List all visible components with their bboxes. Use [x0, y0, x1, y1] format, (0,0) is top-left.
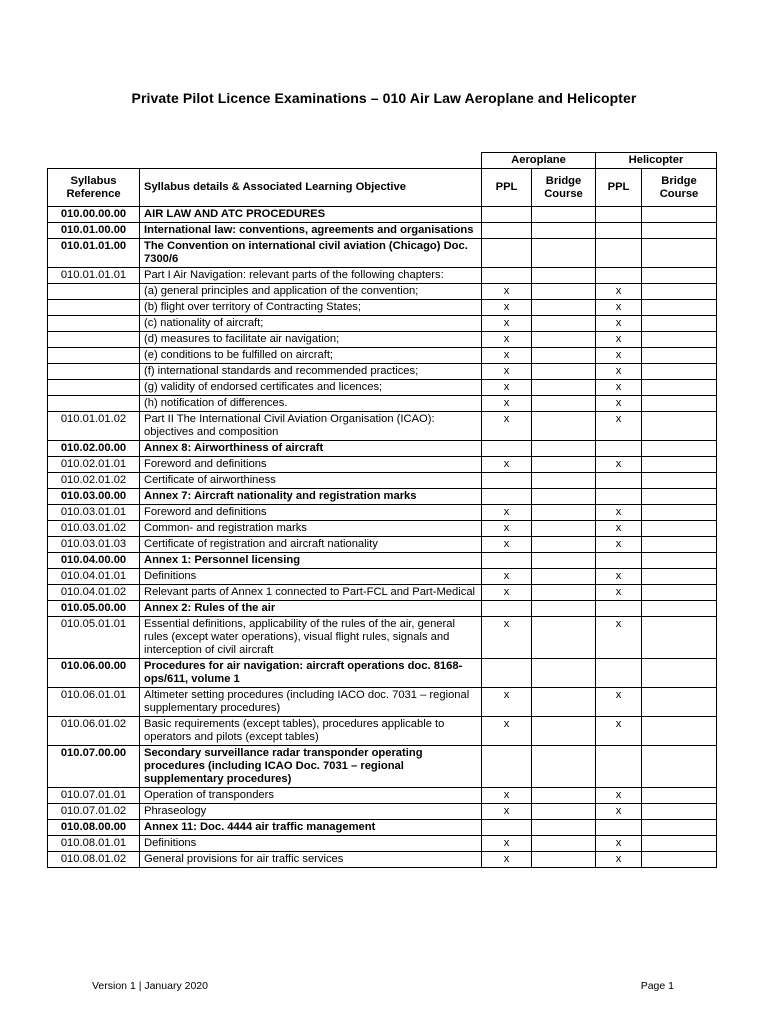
helicopter-ppl-cell [596, 659, 642, 688]
helicopter-header: Helicopter [596, 153, 717, 169]
helicopter-ppl-cell: x [596, 412, 642, 441]
syllabus-detail-cell: International law: conventions, agreements and organisations [140, 223, 482, 239]
table-row [48, 473, 717, 489]
table-row [48, 585, 717, 601]
aeroplane-bridge-cell [532, 380, 596, 396]
helicopter-ppl-cell: x [596, 396, 642, 412]
aeroplane-bridge-cell [532, 396, 596, 412]
table-row [48, 364, 717, 380]
helicopter-bridge-cell [642, 601, 717, 617]
table-row [48, 223, 717, 239]
helicopter-ppl-cell [596, 746, 642, 788]
helicopter-bridge-cell [642, 412, 717, 441]
aeroplane-ppl-cell: x [482, 332, 532, 348]
syllabus-reference-cell: 010.07.00.00 [48, 746, 140, 788]
helicopter-ppl-cell [596, 268, 642, 284]
aeroplane-bridge-cell [532, 804, 596, 820]
helicopter-bridge-cell [642, 223, 717, 239]
aeroplane-ppl-cell [482, 473, 532, 489]
aeroplane-ppl-cell: x [482, 348, 532, 364]
helicopter-bridge-cell [642, 239, 717, 268]
syllabus-reference-cell: 010.06.01.02 [48, 717, 140, 746]
aeroplane-ppl-cell: x [482, 717, 532, 746]
syllabus-rows [48, 207, 717, 868]
aeroplane-ppl-cell: x [482, 284, 532, 300]
helicopter-bridge-cell [642, 804, 717, 820]
table-row [48, 521, 717, 537]
table-row [48, 332, 717, 348]
aeroplane-bridge-cell [532, 521, 596, 537]
aeroplane-ppl-cell [482, 207, 532, 223]
aeroplane-bridge-cell [532, 852, 596, 868]
table-row [48, 412, 717, 441]
syllabus-reference-cell [48, 316, 140, 332]
syllabus-table [47, 152, 717, 868]
helicopter-bridge-cell [642, 396, 717, 412]
aeroplane-bridge-cell [532, 457, 596, 473]
helicopter-ppl-cell [596, 207, 642, 223]
helicopter-bridge-cell [642, 284, 717, 300]
syllabus-reference-cell: 010.05.00.00 [48, 601, 140, 617]
document-title: Private Pilot Licence Examinations – 010 Air Law Aeroplane and Helicopter [131, 90, 637, 106]
helicopter-ppl-cell: x [596, 585, 642, 601]
aeroplane-bridge-cell [532, 659, 596, 688]
helicopter-ppl-cell: x [596, 836, 642, 852]
syllabus-reference-cell: 010.00.00.00 [48, 207, 140, 223]
syllabus-reference-cell: 010.07.01.02 [48, 804, 140, 820]
helicopter-ppl-header: PPL [596, 169, 642, 207]
helicopter-bridge-cell [642, 553, 717, 569]
aeroplane-ppl-cell: x [482, 396, 532, 412]
syllabus-reference-header: Syllabus Reference [48, 169, 140, 207]
footer-page-number: Page 1 [640, 980, 674, 992]
aeroplane-bridge-course-header: Bridge Course [532, 169, 596, 207]
syllabus-detail-cell: Foreword and definitions [140, 457, 482, 473]
helicopter-ppl-cell: x [596, 537, 642, 553]
syllabus-detail-cell: AIR LAW AND ATC PROCEDURES [140, 207, 482, 223]
syllabus-detail-cell: Certificate of airworthiness [140, 473, 482, 489]
syllabus-reference-cell: 010.01.01.02 [48, 412, 140, 441]
helicopter-bridge-cell [642, 489, 717, 505]
syllabus-detail-cell: Secondary surveillance radar transponder operating procedures (including ICAO Doc. 7031 – regional supplementary procedures) [140, 746, 482, 788]
table-row [48, 239, 717, 268]
aeroplane-ppl-cell: x [482, 617, 532, 659]
aeroplane-ppl-header: PPL [482, 169, 532, 207]
helicopter-bridge-cell [642, 268, 717, 284]
helicopter-ppl-cell: x [596, 380, 642, 396]
aeroplane-ppl-cell: x [482, 380, 532, 396]
helicopter-bridge-cell [642, 537, 717, 553]
table-row [48, 820, 717, 836]
helicopter-bridge-cell [642, 300, 717, 316]
helicopter-ppl-cell: x [596, 804, 642, 820]
syllabus-reference-cell: 010.08.00.00 [48, 820, 140, 836]
helicopter-ppl-cell [596, 820, 642, 836]
helicopter-bridge-cell [642, 505, 717, 521]
helicopter-ppl-cell: x [596, 688, 642, 717]
syllabus-reference-cell: 010.03.01.02 [48, 521, 140, 537]
syllabus-detail-cell: (e) conditions to be fulfilled on aircraft; [140, 348, 482, 364]
syllabus-detail-cell: Common- and registration marks [140, 521, 482, 537]
table-row [48, 804, 717, 820]
helicopter-ppl-cell: x [596, 617, 642, 659]
syllabus-reference-cell: 010.08.01.02 [48, 852, 140, 868]
syllabus-detail-cell: Altimeter setting procedures (including IACO doc. 7031 – regional supplementary procedures) [140, 688, 482, 717]
column-header-row [48, 169, 717, 207]
syllabus-reference-cell: 010.03.01.03 [48, 537, 140, 553]
helicopter-bridge-cell [642, 688, 717, 717]
syllabus-reference-cell: 010.01.00.00 [48, 223, 140, 239]
helicopter-bridge-cell [642, 852, 717, 868]
table-row [48, 852, 717, 868]
table-row [48, 717, 717, 746]
table-row [48, 788, 717, 804]
aeroplane-bridge-cell [532, 364, 596, 380]
helicopter-bridge-cell [642, 585, 717, 601]
aeroplane-ppl-cell: x [482, 364, 532, 380]
table-row [48, 207, 717, 223]
syllabus-detail-cell: (g) validity of endorsed certificates and licences; [140, 380, 482, 396]
syllabus-reference-cell [48, 396, 140, 412]
helicopter-bridge-cell [642, 364, 717, 380]
syllabus-detail-cell: Part II The International Civil Aviation Organisation (ICAO): objectives and composition [140, 412, 482, 441]
syllabus-detail-cell: Phraseology [140, 804, 482, 820]
helicopter-ppl-cell: x [596, 717, 642, 746]
helicopter-bridge-cell [642, 820, 717, 836]
group-header-row [48, 153, 717, 169]
aeroplane-bridge-cell [532, 412, 596, 441]
helicopter-bridge-cell [642, 836, 717, 852]
aeroplane-ppl-cell [482, 553, 532, 569]
aeroplane-bridge-cell [532, 601, 596, 617]
syllabus-detail-cell: Basic requirements (except tables), procedures applicable to operators and pilots (except tables) [140, 717, 482, 746]
aeroplane-ppl-cell: x [482, 688, 532, 717]
aeroplane-bridge-cell [532, 268, 596, 284]
syllabus-detail-cell: (c) nationality of aircraft; [140, 316, 482, 332]
helicopter-ppl-cell: x [596, 364, 642, 380]
aeroplane-ppl-cell: x [482, 788, 532, 804]
syllabus-reference-cell: 010.02.00.00 [48, 441, 140, 457]
helicopter-ppl-cell: x [596, 300, 642, 316]
aeroplane-bridge-cell [532, 505, 596, 521]
helicopter-ppl-cell: x [596, 521, 642, 537]
helicopter-bridge-cell [642, 473, 717, 489]
aeroplane-bridge-cell [532, 688, 596, 717]
syllabus-detail-cell: Operation of transponders [140, 788, 482, 804]
syllabus-detail-cell: (h) notification of differences. [140, 396, 482, 412]
helicopter-bridge-cell [642, 332, 717, 348]
syllabus-detail-cell: Definitions [140, 836, 482, 852]
syllabus-reference-cell: 010.04.01.02 [48, 585, 140, 601]
helicopter-ppl-cell: x [596, 569, 642, 585]
table-row [48, 380, 717, 396]
syllabus-reference-cell: 010.02.01.01 [48, 457, 140, 473]
syllabus-reference-cell [48, 364, 140, 380]
syllabus-detail-cell: (b) flight over territory of Contracting States; [140, 300, 482, 316]
table-row [48, 836, 717, 852]
syllabus-detail-cell: Foreword and definitions [140, 505, 482, 521]
aeroplane-ppl-cell: x [482, 804, 532, 820]
aeroplane-ppl-cell: x [482, 316, 532, 332]
helicopter-bridge-cell [642, 521, 717, 537]
syllabus-detail-cell: Procedures for air navigation: aircraft operations doc. 8168-ops/611, volume 1 [140, 659, 482, 688]
syllabus-detail-cell: Certificate of registration and aircraft nationality [140, 537, 482, 553]
aeroplane-bridge-cell [532, 585, 596, 601]
aeroplane-bridge-cell [532, 316, 596, 332]
table-row [48, 300, 717, 316]
aeroplane-bridge-cell [532, 569, 596, 585]
aeroplane-ppl-cell: x [482, 412, 532, 441]
aeroplane-bridge-cell [532, 332, 596, 348]
syllabus-reference-cell: 010.08.01.01 [48, 836, 140, 852]
aeroplane-ppl-cell: x [482, 521, 532, 537]
helicopter-ppl-cell: x [596, 316, 642, 332]
syllabus-reference-cell [48, 332, 140, 348]
syllabus-detail-cell: Part I Air Navigation: relevant parts of the following chapters: [140, 268, 482, 284]
helicopter-bridge-cell [642, 617, 717, 659]
helicopter-bridge-cell [642, 717, 717, 746]
aeroplane-bridge-cell [532, 537, 596, 553]
syllabus-reference-cell: 010.02.01.02 [48, 473, 140, 489]
aeroplane-ppl-cell: x [482, 585, 532, 601]
helicopter-bridge-cell [642, 457, 717, 473]
syllabus-reference-cell: 010.04.00.00 [48, 553, 140, 569]
syllabus-reference-cell [48, 380, 140, 396]
helicopter-bridge-cell [642, 380, 717, 396]
syllabus-detail-cell: General provisions for air traffic services [140, 852, 482, 868]
syllabus-details-header: Syllabus details & Associated Learning Objective [140, 169, 482, 207]
table-row [48, 348, 717, 364]
syllabus-detail-cell: Annex 1: Personnel licensing [140, 553, 482, 569]
table-row [48, 537, 717, 553]
aeroplane-bridge-cell [532, 348, 596, 364]
aeroplane-ppl-cell [482, 746, 532, 788]
helicopter-ppl-cell [596, 601, 642, 617]
aeroplane-ppl-cell: x [482, 300, 532, 316]
aeroplane-bridge-cell [532, 300, 596, 316]
syllabus-detail-cell: Annex 2: Rules of the air [140, 601, 482, 617]
aeroplane-bridge-cell [532, 746, 596, 788]
helicopter-ppl-cell: x [596, 788, 642, 804]
table-row [48, 284, 717, 300]
aeroplane-bridge-cell [532, 717, 596, 746]
table-row [48, 489, 717, 505]
helicopter-bridge-cell [642, 348, 717, 364]
syllabus-detail-cell: (a) general principles and application of the convention; [140, 284, 482, 300]
syllabus-reference-cell: 010.05.01.01 [48, 617, 140, 659]
aeroplane-bridge-cell [532, 207, 596, 223]
table-row [48, 659, 717, 688]
aeroplane-bridge-cell [532, 820, 596, 836]
syllabus-reference-cell [48, 348, 140, 364]
aeroplane-ppl-cell: x [482, 836, 532, 852]
helicopter-ppl-cell: x [596, 852, 642, 868]
table-row [48, 396, 717, 412]
aeroplane-bridge-cell [532, 239, 596, 268]
helicopter-ppl-cell [596, 223, 642, 239]
aeroplane-ppl-cell [482, 820, 532, 836]
aeroplane-bridge-cell [532, 617, 596, 659]
syllabus-reference-cell [48, 300, 140, 316]
table-row [48, 601, 717, 617]
helicopter-bridge-cell [642, 746, 717, 788]
table-row [48, 569, 717, 585]
helicopter-bridge-cell [642, 207, 717, 223]
helicopter-ppl-cell: x [596, 284, 642, 300]
syllabus-reference-cell: 010.03.00.00 [48, 489, 140, 505]
syllabus-reference-cell: 010.04.01.01 [48, 569, 140, 585]
syllabus-detail-cell: Definitions [140, 569, 482, 585]
helicopter-bridge-course-header: Bridge Course [642, 169, 717, 207]
table-row [48, 746, 717, 788]
aeroplane-bridge-cell [532, 489, 596, 505]
syllabus-detail-cell: Essential definitions, applicability of the rules of the air, general rules (except water operations), visual flight rules, signals and interception of civil aircraft [140, 617, 482, 659]
table-row [48, 505, 717, 521]
syllabus-reference-cell: 010.03.01.01 [48, 505, 140, 521]
helicopter-ppl-cell [596, 489, 642, 505]
aeroplane-header: Aeroplane [482, 153, 596, 169]
syllabus-detail-cell: Annex 8: Airworthiness of aircraft [140, 441, 482, 457]
syllabus-reference-cell: 010.06.01.01 [48, 688, 140, 717]
aeroplane-ppl-cell [482, 239, 532, 268]
aeroplane-ppl-cell: x [482, 505, 532, 521]
helicopter-ppl-cell [596, 441, 642, 457]
aeroplane-ppl-cell [482, 223, 532, 239]
table-row [48, 457, 717, 473]
aeroplane-bridge-cell [532, 473, 596, 489]
table-row [48, 268, 717, 284]
aeroplane-ppl-cell: x [482, 852, 532, 868]
table-row [48, 553, 717, 569]
helicopter-ppl-cell: x [596, 505, 642, 521]
syllabus-reference-cell [48, 284, 140, 300]
helicopter-ppl-cell: x [596, 332, 642, 348]
aeroplane-ppl-cell [482, 441, 532, 457]
aeroplane-ppl-cell [482, 268, 532, 284]
table-row [48, 441, 717, 457]
syllabus-detail-cell: Annex 7: Aircraft nationality and registration marks [140, 489, 482, 505]
syllabus-detail-cell: (f) international standards and recommended practices; [140, 364, 482, 380]
helicopter-ppl-cell [596, 473, 642, 489]
aeroplane-bridge-cell [532, 441, 596, 457]
aeroplane-bridge-cell [532, 553, 596, 569]
helicopter-bridge-cell [642, 441, 717, 457]
helicopter-ppl-cell [596, 239, 642, 268]
syllabus-detail-cell: Annex 11: Doc. 4444 air traffic management [140, 820, 482, 836]
aeroplane-bridge-cell [532, 788, 596, 804]
helicopter-ppl-cell: x [596, 457, 642, 473]
helicopter-bridge-cell [642, 659, 717, 688]
syllabus-detail-cell: The Convention on international civil aviation (Chicago) Doc. 7300/6 [140, 239, 482, 268]
syllabus-reference-cell: 010.01.01.00 [48, 239, 140, 268]
syllabus-detail-cell: Relevant parts of Annex 1 connected to Part-FCL and Part-Medical [140, 585, 482, 601]
table-row [48, 688, 717, 717]
helicopter-bridge-cell [642, 788, 717, 804]
syllabus-reference-cell: 010.06.00.00 [48, 659, 140, 688]
aeroplane-bridge-cell [532, 284, 596, 300]
aeroplane-ppl-cell: x [482, 569, 532, 585]
helicopter-bridge-cell [642, 569, 717, 585]
aeroplane-bridge-cell [532, 223, 596, 239]
table-row [48, 316, 717, 332]
aeroplane-ppl-cell [482, 601, 532, 617]
aeroplane-ppl-cell: x [482, 457, 532, 473]
table-row [48, 617, 717, 659]
syllabus-reference-cell: 010.07.01.01 [48, 788, 140, 804]
syllabus-detail-cell: (d) measures to facilitate air navigation; [140, 332, 482, 348]
helicopter-ppl-cell: x [596, 348, 642, 364]
helicopter-ppl-cell [596, 553, 642, 569]
aeroplane-ppl-cell [482, 659, 532, 688]
header-spacer [48, 153, 482, 169]
syllabus-reference-cell: 010.01.01.01 [48, 268, 140, 284]
aeroplane-ppl-cell [482, 489, 532, 505]
aeroplane-bridge-cell [532, 836, 596, 852]
aeroplane-ppl-cell: x [482, 537, 532, 553]
helicopter-bridge-cell [642, 316, 717, 332]
footer-version: Version 1 | January 2020 [92, 980, 208, 992]
